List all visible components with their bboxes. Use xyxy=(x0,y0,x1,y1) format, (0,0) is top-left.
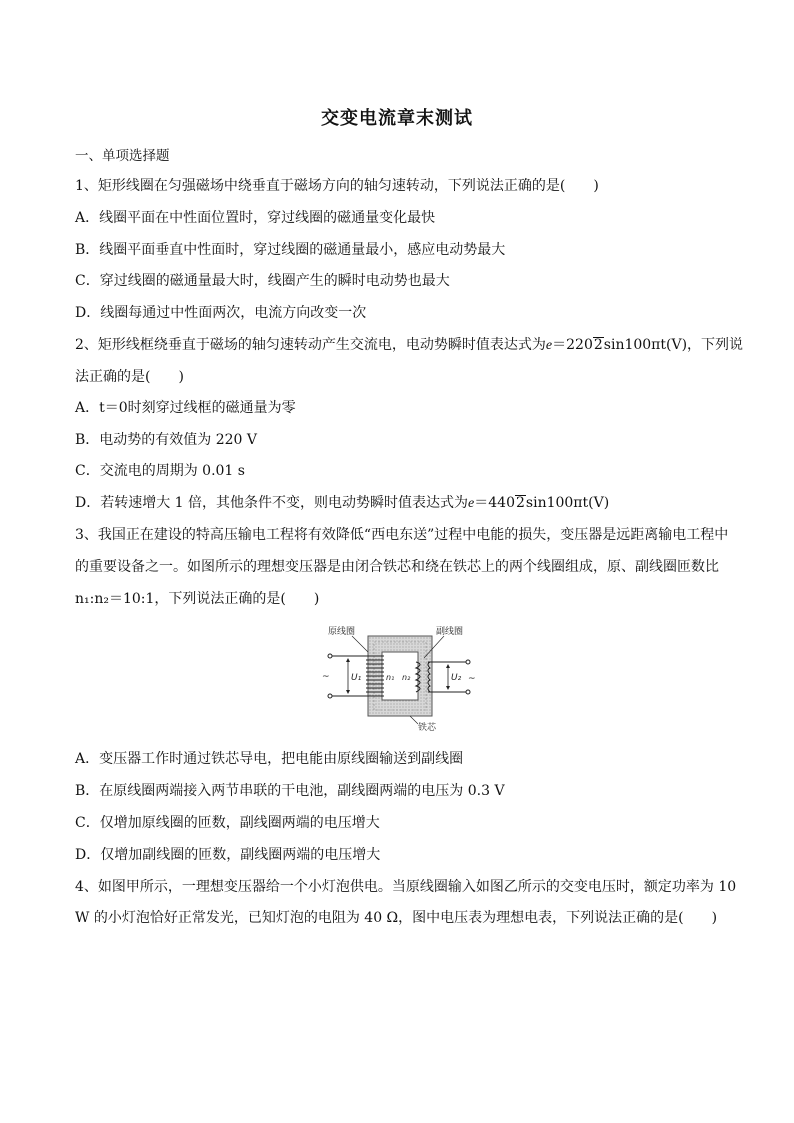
question-1-option-d: D．线圈每通过中性面两次，电流方向改变一次 xyxy=(75,305,367,321)
emf-equals: ＝220 xyxy=(552,337,593,353)
transformer-figure xyxy=(318,622,478,734)
question-3-stem-line-3: n₁:n₂＝10:1，下列说法正确的是( ) xyxy=(75,591,320,607)
question-3-option-a: A．变压器工作时通过铁芯导电，把电能由原线圈输送到副线圈 xyxy=(75,751,464,767)
question-2-option-a: A．t＝0时刻穿过线框的磁通量为零 xyxy=(75,400,296,416)
emf-symbol-d: e xyxy=(468,496,475,511)
question-2-option-d xyxy=(75,493,609,514)
primary-ac-symbol: ~ xyxy=(322,672,330,682)
question-1-stem: 1、矩形线圈在匀强磁场中绕垂直于磁场方向的轴匀速转动，下列说法正确的是( ) xyxy=(75,178,599,194)
question-3-option-b: B．在原线圈两端接入两节串联的干电池，副线圈两端的电压为 0.3 V xyxy=(75,783,505,799)
primary-terminal-bottom xyxy=(328,694,332,698)
question-3-stem-line-2: 的重要设备之一。如图所示的理想变压器是由闭合铁芯和绕在铁芯上的两个线圈组成，原、副线圈匝数比 xyxy=(75,559,719,575)
n1-label: n₁ xyxy=(386,673,395,682)
question-2-stem xyxy=(75,335,743,356)
section-heading: 一、单项选择题 xyxy=(75,148,170,164)
secondary-terminal-top xyxy=(466,660,470,664)
question-2-stem-text: 2、矩形线框绕垂直于磁场的轴匀速转动产生交流电，电动势瞬时值表达式为 xyxy=(75,337,546,353)
primary-coil-label: 原线圈 xyxy=(328,627,356,637)
n2-label: n₂ xyxy=(402,673,411,682)
sqrt-symbol: 2 xyxy=(593,337,603,353)
core-label-pointer xyxy=(410,716,418,724)
question-4-stem-line-1: 4、如图甲所示，一理想变压器给一个小灯泡供电。当原线圈输入如图乙所示的交变电压时，额定功率为 10 xyxy=(75,879,737,895)
primary-terminal-top xyxy=(328,654,332,658)
question-1-option-a: A．线圈平面在中性面位置时，穿过线圈的磁通量变化最快 xyxy=(75,210,436,226)
primary-label-pointer xyxy=(352,636,368,652)
secondary-ac-symbol: ~ xyxy=(468,674,476,684)
secondary-coil-label: 副线圈 xyxy=(436,627,464,637)
question-2-option-c: C．交流电的周期为 0.01 s xyxy=(75,463,245,479)
question-1-option-b: B．线圈平面垂直中性面时，穿过线圈的磁通量最小，感应电动势最大 xyxy=(75,242,506,258)
u1-label: U₁ xyxy=(351,673,362,683)
secondary-terminal-bottom xyxy=(466,690,470,694)
question-4-stem-line-2: W 的小灯泡恰好正常发光，已知灯泡的电阻为 40 Ω，图中电压表为理想电表，下列说法正确的是( ) xyxy=(75,910,718,926)
question-1-option-c: C．穿过线圈的磁通量最大时，线圈产生的瞬时电动势也最大 xyxy=(75,273,450,289)
question-3-option-c: C．仅增加原线圈的匝数，副线圈两端的电压增大 xyxy=(75,815,380,831)
transformer-diagram xyxy=(318,622,478,734)
core-label: 铁芯 xyxy=(418,723,437,733)
page-title: 交变电流章末测试 xyxy=(321,108,473,129)
question-3-stem-line-1: 3、我国正在建设的特高压输电工程将有效降低“西电东送”过程中电能的损失，变压器是远距离输电工程中 xyxy=(75,527,729,543)
emf-equals-d: ＝440 xyxy=(474,495,515,511)
sqrt-symbol-d: 2 xyxy=(515,495,525,511)
question-2-option-b: B．电动势的有效值为 220 V xyxy=(75,432,258,448)
u2-label: U₂ xyxy=(451,673,462,683)
question-2-option-d-text: D．若转速增大 1 倍，其他条件不变，则电动势瞬时值表达式为 xyxy=(75,495,469,511)
emf-expression-tail: sin100πt(V)，下列说 xyxy=(603,337,744,353)
emf-expression-tail-d: sin100πt(V) xyxy=(525,495,610,511)
emf-symbol: e xyxy=(545,338,553,353)
question-3-option-d: D．仅增加副线圈的匝数，副线圈两端的电压增大 xyxy=(75,847,381,863)
question-2-stem-line-2: 法正确的是( ) xyxy=(75,369,184,385)
